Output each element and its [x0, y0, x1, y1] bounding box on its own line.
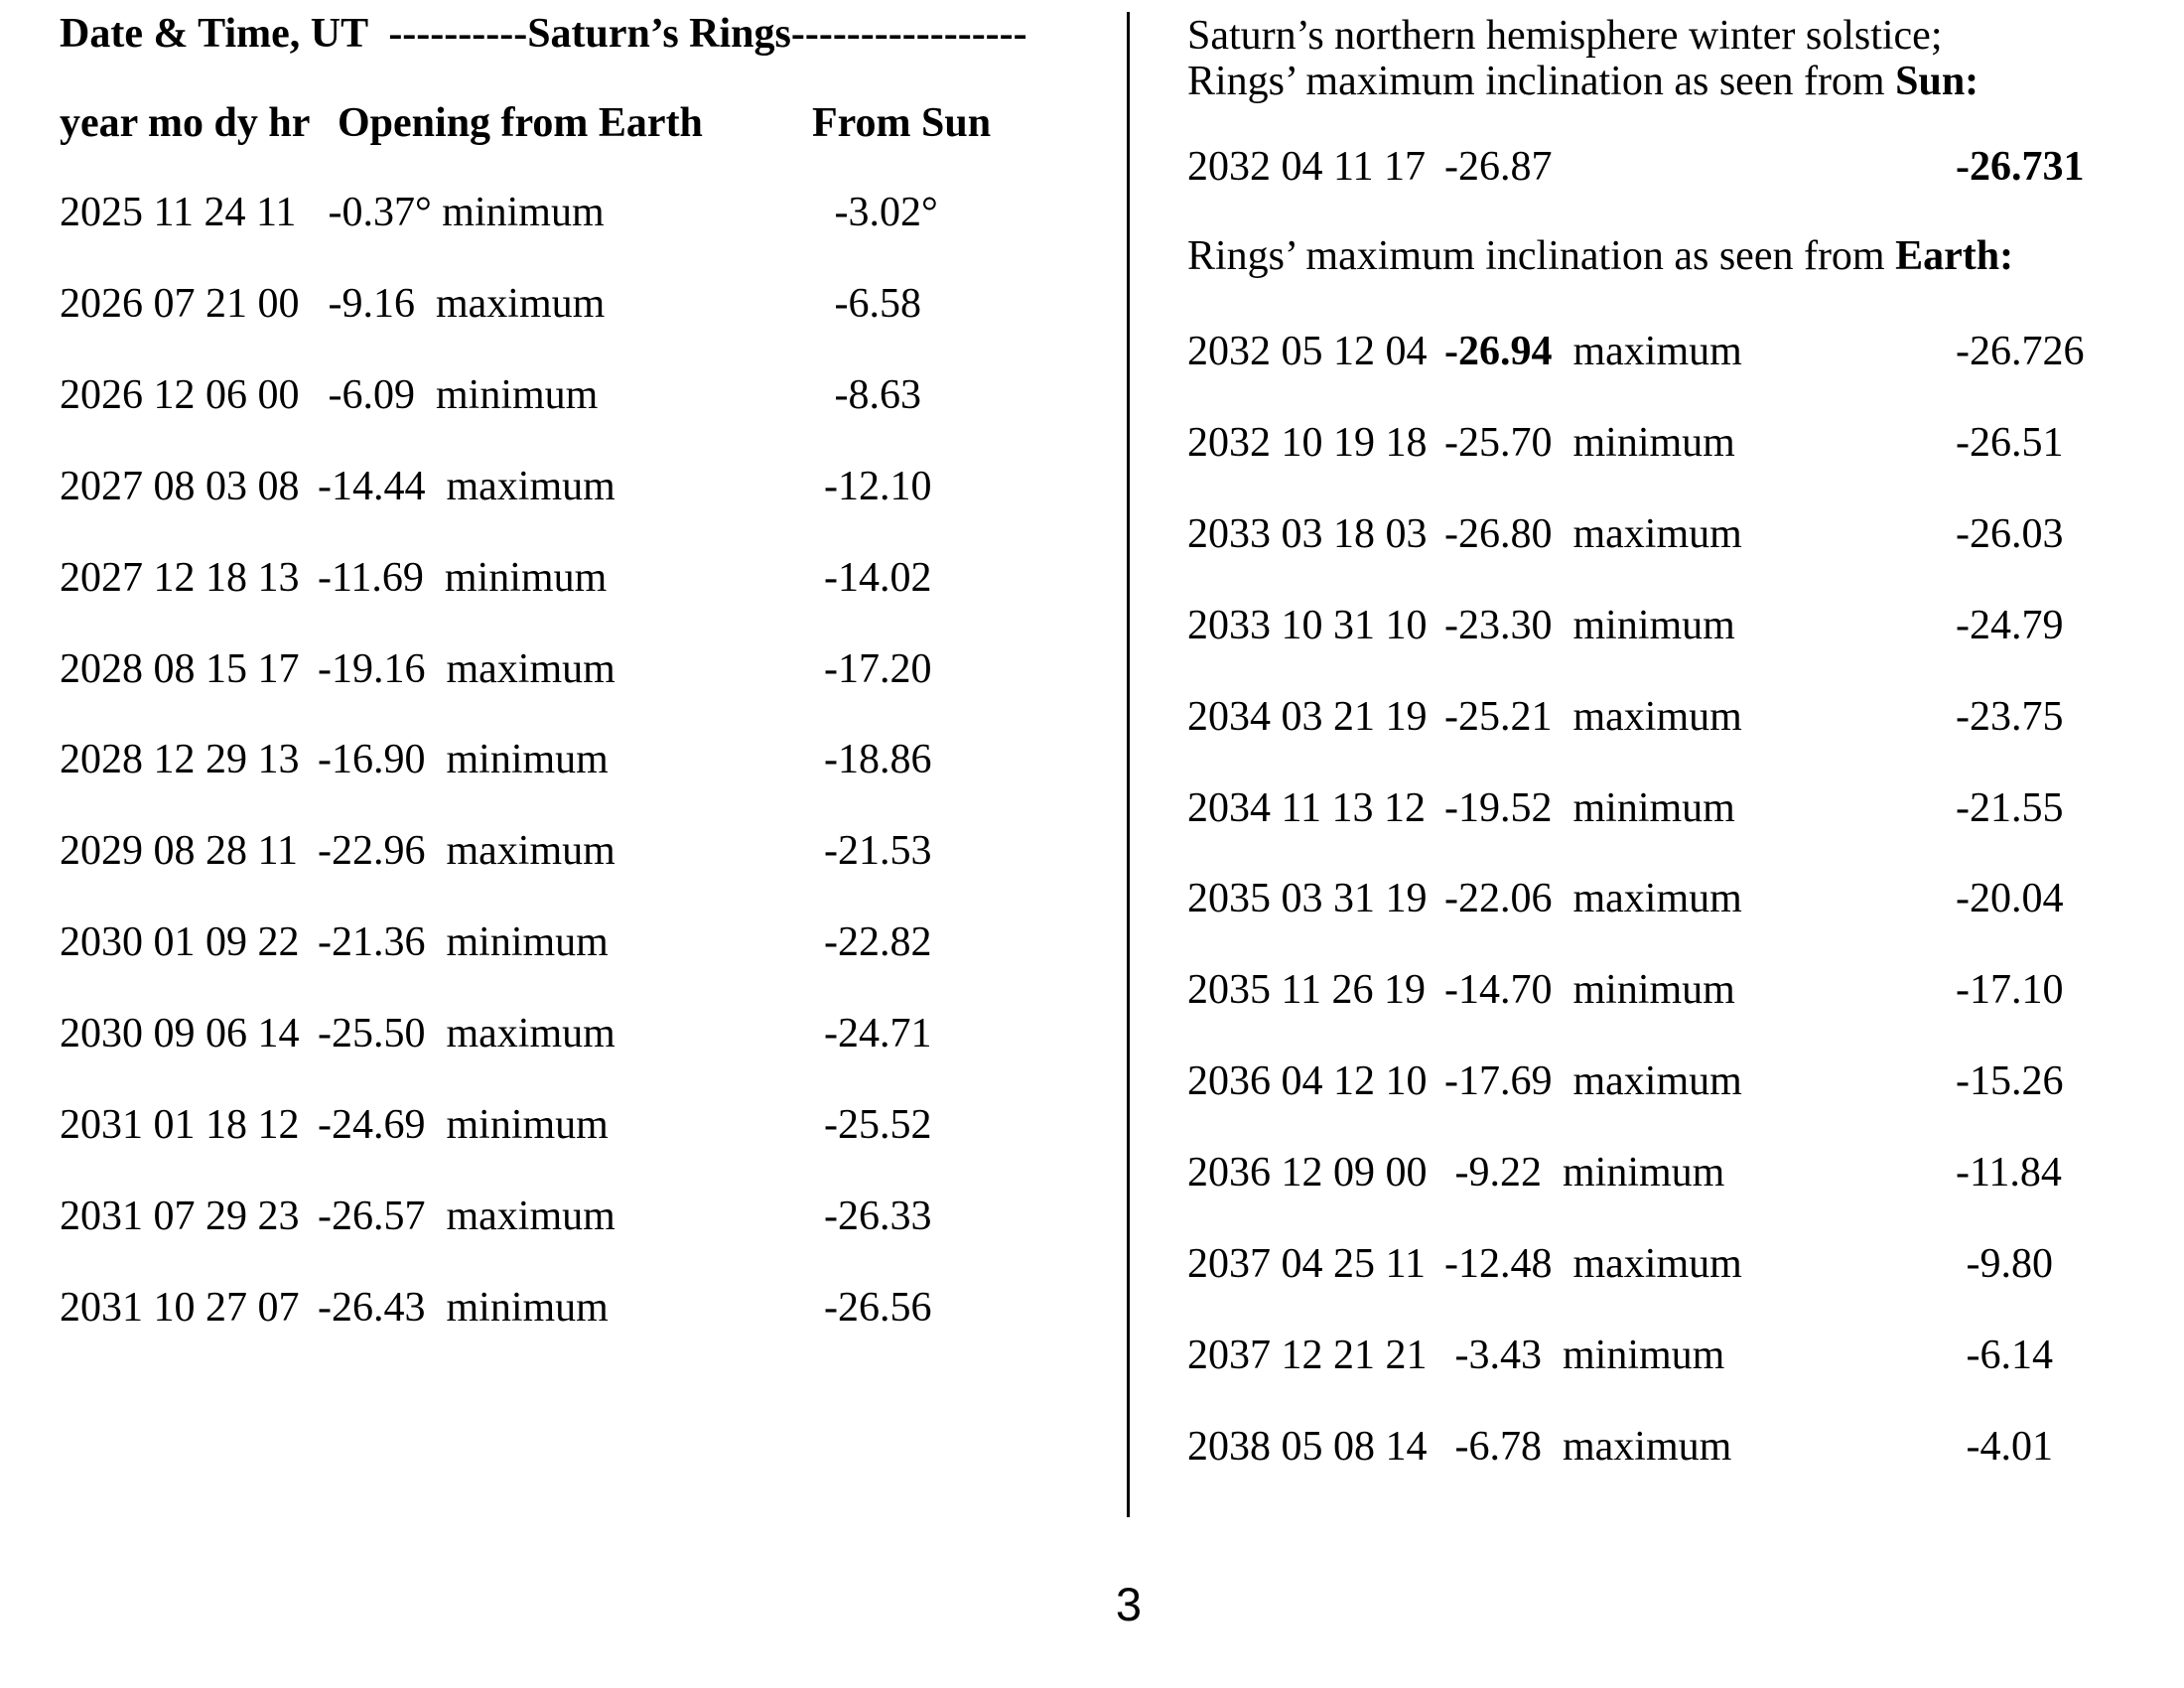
- row-opening-value: -26.57 maximum: [318, 1193, 615, 1239]
- row-date: 2027 08 03 08: [60, 463, 300, 509]
- row-sun-value: -23.75: [1956, 693, 2064, 740]
- left-table-title: Date & Time, UT ----------Saturn’s Rings-----------------: [60, 11, 1027, 57]
- right-intro-line2-sun-label: Sun:: [1895, 59, 1979, 104]
- right-table-row: [0, 693, 2184, 741]
- row-opening-value: -25.70: [1444, 419, 1573, 466]
- row-extreme-label: maximum: [1572, 876, 1742, 922]
- row-sun-value: -26.56: [824, 1284, 932, 1331]
- row-opening-value: -26.80: [1444, 510, 1573, 557]
- row-opening-value: -19.52: [1444, 784, 1573, 831]
- row-opening-cell: [1444, 693, 1742, 741]
- row-opening-value: -11.69 minimum: [318, 554, 608, 601]
- row-opening-value: -9.22: [1444, 1150, 1563, 1196]
- row-sun-value: -14.02: [824, 554, 932, 601]
- row-opening-cell: [1444, 419, 1735, 467]
- column-header-date: year mo dy hr: [60, 100, 311, 146]
- row-extreme-label: maximum: [1572, 1058, 1742, 1105]
- row-opening-value: -6.78: [1444, 1423, 1563, 1470]
- row-date: 2033 10 31 10: [1187, 602, 1428, 648]
- row-opening-value: -0.37° minimum: [318, 190, 605, 235]
- row-date: 2035 03 31 19: [1187, 876, 1428, 922]
- row-extreme-label: maximum: [1563, 1423, 1732, 1470]
- row-date: 2037 12 21 21: [1187, 1332, 1428, 1378]
- row-opening-value: -19.16 maximum: [318, 645, 615, 692]
- row-sun-value: -8.63: [824, 371, 921, 418]
- right-intro-line2-prefix: Rings’ maximum inclination as seen from: [1187, 59, 1896, 104]
- row-sun-value: -6.58: [824, 280, 921, 327]
- row-sun-value: -26.51: [1956, 419, 2064, 466]
- row-date: 2036 04 12 10: [1187, 1058, 1428, 1105]
- right-table-row: [0, 966, 2184, 1014]
- row-opening-cell: [1444, 1057, 1742, 1105]
- left-table-row: [0, 371, 2184, 419]
- right-table-row: [0, 1240, 2184, 1288]
- row-date: 2026 12 06 00: [60, 371, 300, 418]
- row-opening-value: -25.21: [1444, 693, 1573, 740]
- right-table-row: [0, 1423, 2184, 1471]
- right-table-row: [0, 784, 2184, 832]
- row-date: 2031 07 29 23: [60, 1193, 300, 1239]
- row-extreme-label: minimum: [1572, 967, 1735, 1014]
- row-sun-value: -11.84: [1956, 1150, 2062, 1196]
- row-date: 2026 07 21 00: [60, 280, 300, 327]
- column-header-opening-from-earth: Opening from Earth: [338, 100, 703, 146]
- left-table-row: [0, 1010, 2184, 1057]
- row-sun-value: -12.10: [824, 463, 932, 509]
- right-table-row: [0, 419, 2184, 467]
- row-sun-value: -26.726: [1956, 329, 2085, 374]
- row-opening-value: -9.16 maximum: [318, 280, 606, 327]
- row-date: 2029 08 28 11: [60, 828, 298, 875]
- row-sun-value: -20.04: [1956, 876, 2064, 922]
- row-date: 2027 12 18 13: [60, 554, 300, 601]
- row-sun-value: -25.52: [824, 1102, 932, 1148]
- row-opening-value: -22.96 maximum: [318, 828, 615, 875]
- row-sun-value: -26.03: [1956, 510, 2064, 557]
- row-opening-cell: [1444, 1423, 1731, 1471]
- row-sun-value: -6.14: [1956, 1332, 2053, 1378]
- row-sun-value: -3.02°: [824, 190, 938, 235]
- row-opening-cell: [1444, 1149, 1724, 1196]
- left-table-row: [0, 1284, 2184, 1332]
- row-date: 2033 03 18 03: [1187, 510, 1428, 557]
- row-sun-value: -26.33: [824, 1193, 932, 1239]
- row-sun-value: -22.82: [824, 919, 932, 966]
- row-opening-value: -26.43 minimum: [318, 1284, 609, 1331]
- left-table-row: [0, 554, 2184, 602]
- row-extreme-label: minimum: [1563, 1150, 1725, 1196]
- right-table-row: [0, 328, 2184, 375]
- row-sun-value: -21.55: [1956, 784, 2064, 831]
- row-date: 2032 04 11 17: [1187, 144, 1426, 190]
- row-sun-value: -24.79: [1956, 602, 2064, 648]
- row-date: 2028 08 15 17: [60, 645, 300, 692]
- row-sun-value: -26.731: [1956, 144, 2085, 190]
- row-extreme-label: minimum: [1563, 1332, 1725, 1378]
- row-opening-cell: [1444, 510, 1742, 558]
- row-opening-cell: [1444, 602, 1735, 649]
- row-opening-value: -16.90 minimum: [318, 737, 609, 783]
- right-table-row: [0, 875, 2184, 922]
- row-sun-value: -15.26: [1956, 1058, 2064, 1105]
- row-opening-value: -25.50 maximum: [318, 1011, 615, 1057]
- row-opening-value: -23.30: [1444, 602, 1573, 648]
- row-opening-value: -21.36 minimum: [318, 919, 609, 966]
- row-date: 2038 05 08 14: [1187, 1423, 1428, 1470]
- row-extreme-label: maximum: [1572, 1241, 1742, 1287]
- row-sun-value: -21.53: [824, 828, 932, 875]
- row-opening-cell: [1444, 1240, 1742, 1288]
- earth-heading-earth-label: Earth:: [1895, 233, 2014, 279]
- page-number: 3: [1115, 1578, 1143, 1630]
- row-opening-value: -12.48: [1444, 1241, 1573, 1287]
- row-extreme-label: maximum: [1572, 510, 1742, 557]
- left-table-row: [0, 918, 2184, 966]
- row-opening-cell: [1444, 328, 1742, 375]
- row-opening-cell: [1444, 966, 1735, 1014]
- row-date: 2031 01 18 12: [60, 1102, 300, 1148]
- solstice-row: [0, 143, 2184, 191]
- right-table-row: [0, 1057, 2184, 1105]
- row-sun-value: -17.10: [1956, 967, 2064, 1014]
- left-table-row: [0, 463, 2184, 510]
- row-opening-value: -14.70: [1444, 967, 1573, 1014]
- row-date: 2034 03 21 19: [1187, 693, 1428, 740]
- row-extreme-label: minimum: [1572, 784, 1735, 831]
- row-date: 2030 09 06 14: [60, 1011, 300, 1057]
- left-table-row: [0, 645, 2184, 693]
- row-extreme-label: minimum: [1572, 602, 1735, 648]
- row-opening-value: -17.69: [1444, 1058, 1573, 1105]
- left-table-row: [0, 827, 2184, 875]
- left-table-row: [0, 1101, 2184, 1149]
- right-table-row: [0, 602, 2184, 649]
- row-opening-cell: [1444, 875, 1742, 922]
- row-opening-value: -26.87: [1444, 144, 1553, 190]
- right-table-row: [0, 1332, 2184, 1379]
- row-date: 2035 11 26 19: [1187, 967, 1426, 1014]
- row-opening-value: -14.44 maximum: [318, 463, 615, 509]
- left-table-row: [0, 280, 2184, 328]
- row-opening-value: -26.94: [1444, 329, 1573, 374]
- row-extreme-label: maximum: [1572, 693, 1742, 740]
- row-opening-value: -6.09 minimum: [318, 371, 599, 418]
- row-date: 2030 01 09 22: [60, 919, 300, 966]
- row-opening-value: -3.43: [1444, 1332, 1563, 1378]
- row-sun-value: -24.71: [824, 1011, 932, 1057]
- row-opening-cell: [1444, 784, 1735, 832]
- row-date: 2034 11 13 12: [1187, 784, 1426, 831]
- right-table-row: [0, 1149, 2184, 1196]
- earth-heading-prefix: Rings’ maximum inclination as seen from: [1187, 233, 1896, 279]
- row-sun-value: -18.86: [824, 737, 932, 783]
- left-table-row: [0, 189, 2184, 236]
- row-date: 2032 05 12 04: [1187, 329, 1428, 374]
- row-extreme-label: maximum: [1572, 329, 1742, 374]
- earth-heading: [1187, 232, 2013, 280]
- row-date: 2032 10 19 18: [1187, 419, 1428, 466]
- column-header-from-sun: From Sun: [812, 100, 992, 146]
- row-opening-value: -22.06: [1444, 876, 1573, 922]
- right-table-row: [0, 510, 2184, 558]
- row-sun-value: -9.80: [1956, 1241, 2053, 1287]
- row-date: 2037 04 25 11: [1187, 1241, 1426, 1287]
- row-opening-cell: [1444, 1332, 1724, 1379]
- column-divider-line: [1127, 12, 1130, 1517]
- right-intro-line1: Saturn’s northern hemisphere winter solstice;: [1187, 13, 1943, 59]
- row-opening-value: -24.69 minimum: [318, 1102, 609, 1148]
- row-date: 2031 10 27 07: [60, 1284, 300, 1331]
- row-date: 2036 12 09 00: [1187, 1150, 1428, 1196]
- row-sun-value: -17.20: [824, 645, 932, 692]
- right-intro-line2: [1187, 58, 1979, 105]
- row-extreme-label: minimum: [1572, 419, 1735, 466]
- row-date: 2028 12 29 13: [60, 737, 300, 783]
- row-date: 2025 11 24 11: [60, 190, 297, 235]
- row-sun-value: -4.01: [1956, 1423, 2053, 1470]
- left-table-row: [0, 736, 2184, 783]
- left-table-row: [0, 1193, 2184, 1240]
